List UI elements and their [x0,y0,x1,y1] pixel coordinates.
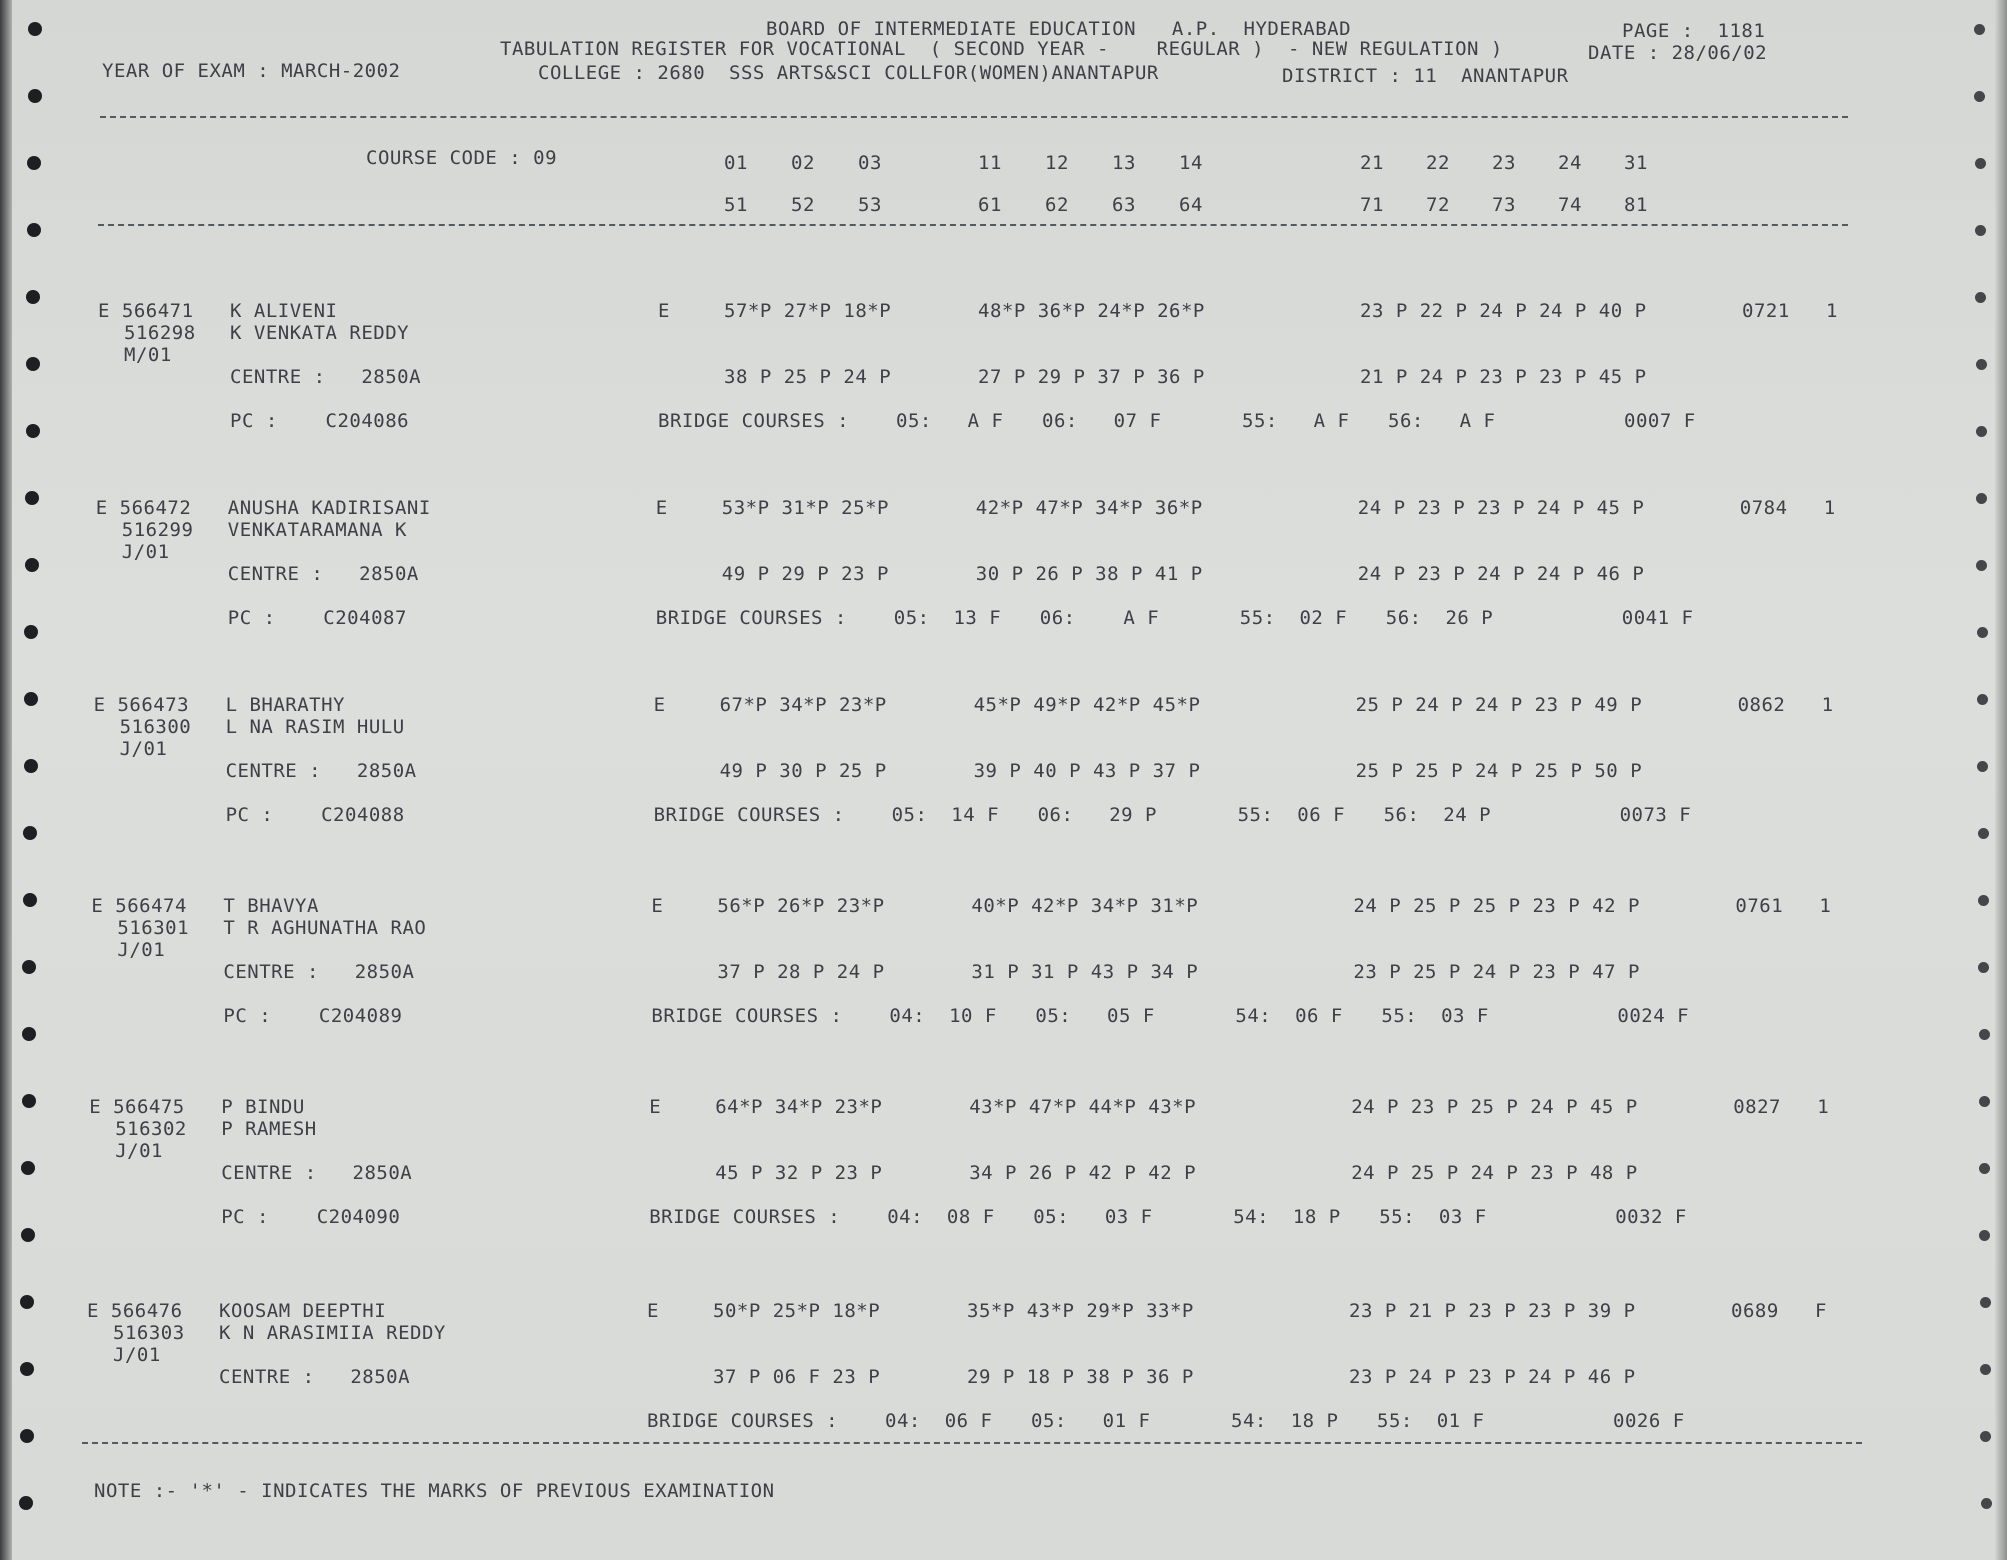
feed-hole [1976,560,1987,571]
bridge-course-4: 55: 03 F [1379,1206,1487,1228]
feed-hole [1976,359,1987,370]
part2-marks-second-year: 30 P 26 P 38 P 41 P [975,563,1203,585]
part3-marks: 24 P 25 P 25 P 23 P 42 P [1353,895,1640,917]
part1-marks: 57*P 27*P 18*P [724,300,892,322]
feed-hole [26,290,40,304]
subject-code: 74 [1558,194,1582,216]
subject-code: 02 [791,152,815,174]
year-of-exam: YEAR OF EXAM : MARCH-2002 [102,60,401,82]
bridge-course-4: 56: 26 P [1385,607,1494,629]
part1-marks-second-year: 49 P 29 P 23 P [721,563,889,585]
grand-total: 0689 [1731,1300,1779,1322]
subject-code: 61 [978,194,1002,216]
subject-code: 73 [1492,194,1516,216]
feed-hole [1978,962,1989,973]
subject-code: 63 [1112,194,1136,216]
footnote: NOTE :- '*' - INDICATES THE MARKS OF PREVIOUS EXAMINATION [94,1480,775,1502]
grand-total: 0721 [1742,300,1790,322]
subject-code: 51 [724,194,748,216]
bridge-total: 0032 F [1615,1206,1687,1228]
bridge-courses-label: BRIDGE COURSES : [649,1206,841,1228]
part1-marks-second-year: 49 P 30 P 25 P [719,760,887,782]
student-name: T BHAVYA [223,895,319,917]
part3-marks-second-year: 23 P 25 P 24 P 23 P 47 P [1353,961,1640,983]
group-code: E [653,694,666,716]
subject-code: 52 [791,194,815,216]
result-code: 1 [1819,895,1832,917]
bridge-course-4: 56: 24 P [1383,804,1492,826]
bridge-course-1: 05: A F [896,410,1004,432]
parent-name: K N ARASIMIIA REDDY [219,1322,446,1344]
subject-code: 72 [1426,194,1450,216]
part3-marks: 24 P 23 P 25 P 24 P 45 P [1351,1096,1638,1118]
part1-marks-second-year: 37 P 06 F 23 P [713,1366,881,1388]
bridge-course-3: 55: A F [1242,410,1350,432]
subject-code: 62 [1045,194,1069,216]
part3-marks-second-year: 24 P 25 P 24 P 23 P 48 P [1351,1162,1638,1184]
subject-code: 64 [1179,194,1203,216]
bridge-courses-label: BRIDGE COURSES : [658,410,850,432]
bridge-course-1: 04: 06 F [885,1410,993,1432]
part1-marks: 53*P 31*P 25*P [721,497,889,519]
grand-total: 0761 [1735,895,1784,917]
parent-name: P RAMESH [221,1118,317,1140]
feed-hole [27,156,41,170]
part2-marks: 42*P 47*P 34*P 36*P [975,497,1203,519]
exam-centre: CENTRE : 2850A [225,760,417,782]
feed-hole [20,1429,34,1443]
register-number: E 566475 [89,1096,185,1118]
feed-hole [1975,292,1986,303]
feed-hole [1980,1297,1991,1308]
roll-number: 516299 [121,519,194,541]
bridge-course-1: 04: 10 F [889,1005,997,1027]
feed-hole [1981,1498,1992,1509]
roll-number: 516298 [124,322,196,344]
roll-number: 516302 [115,1118,187,1140]
pc-number: PC : C204087 [227,607,407,629]
feed-hole [21,1228,35,1242]
parent-name: L NA RASIM HULU [225,716,405,738]
feed-hole [26,357,40,371]
subject-code: 21 [1360,152,1384,174]
part2-marks: 43*P 47*P 44*P 43*P [969,1096,1197,1118]
subject-code: 22 [1426,152,1450,174]
feed-hole [1978,895,1989,906]
bridge-total: 0007 F [1624,410,1696,432]
exam-centre: CENTRE : 2850A [230,366,422,388]
feed-hole [22,1027,36,1041]
exam-centre: CENTRE : 2850A [221,1162,413,1184]
part3-marks-second-year: 25 P 25 P 24 P 25 P 50 P [1355,760,1643,782]
part2-marks-second-year: 29 P 18 P 38 P 36 P [967,1366,1194,1388]
part2-marks: 35*P 43*P 29*P 33*P [967,1300,1194,1322]
part1-marks: 50*P 25*P 18*P [713,1300,881,1322]
feed-hole [1976,493,1987,504]
bridge-course-3: 54: 18 P [1233,1206,1341,1228]
exam-centre: CENTRE : 2850A [223,961,415,983]
register-number: E 566472 [95,497,192,519]
group-code: E [651,895,664,917]
bridge-course-2: 06: 29 P [1037,804,1157,826]
feed-hole [25,491,39,505]
part3-marks: 25 P 24 P 24 P 23 P 49 P [1355,694,1643,716]
bridge-total: 0041 F [1621,607,1694,629]
bridge-courses-label: BRIDGE COURSES : [651,1005,843,1027]
feed-hole [1975,225,1986,236]
part3-marks: 23 P 21 P 23 P 23 P 39 P [1349,1300,1636,1322]
feed-hole [20,1295,34,1309]
pc-number: PC : C204086 [230,410,410,432]
register-number: E 566474 [91,895,187,917]
bridge-total: 0024 F [1617,1005,1690,1027]
feed-hole [1978,828,1989,839]
feed-hole [22,960,36,974]
bridge-course-1: 04: 08 F [887,1206,995,1228]
feed-hole [1976,426,1987,437]
category-code: J/01 [113,1344,161,1366]
subject-code: 03 [858,152,882,174]
subject-code: 24 [1558,152,1582,174]
header-divider [100,116,1848,118]
feed-hole [24,692,38,706]
category-code: J/01 [119,738,168,760]
feed-hole [1979,1163,1990,1174]
parent-name: K VENKATA REDDY [230,322,410,344]
grand-total: 0827 [1733,1096,1781,1118]
category-code: J/01 [117,939,166,961]
grand-total: 0784 [1739,497,1788,519]
bridge-course-3: 54: 06 F [1235,1005,1343,1027]
part2-marks-second-year: 34 P 26 P 42 P 42 P [969,1162,1197,1184]
subject-code: 81 [1624,194,1648,216]
pc-number: PC : C204089 [223,1005,403,1027]
part2-marks-second-year: 31 P 31 P 43 P 34 P [971,961,1199,983]
category-code: J/01 [115,1140,163,1162]
group-code: E [655,497,668,519]
feed-hole [20,1362,34,1376]
student-name: ANUSHA KADIRISANI [227,497,431,519]
part1-marks: 56*P 26*P 23*P [717,895,885,917]
bridge-course-2: 05: 03 F [1033,1206,1153,1228]
exam-centre: CENTRE : 2850A [227,563,419,585]
student-name: K ALIVENI [230,300,338,322]
category-code: M/01 [124,344,172,366]
feed-hole [1977,694,1988,705]
bridge-course-3: 55: 06 F [1237,804,1346,826]
part1-marks: 64*P 34*P 23*P [715,1096,883,1118]
part3-marks-second-year: 24 P 23 P 24 P 24 P 46 P [1357,563,1645,585]
feed-hole [1977,761,1988,772]
result-code: 1 [1821,694,1834,716]
column-divider [98,224,1848,226]
subject-code: 14 [1179,152,1203,174]
bridge-total: 0073 F [1619,804,1692,826]
feed-hole [21,1161,35,1175]
bridge-course-3: 54: 18 P [1231,1410,1339,1432]
feed-hole [1974,24,1985,35]
footer-divider [82,1442,1862,1444]
part2-marks: 48*P 36*P 24*P 26*P [978,300,1205,322]
bridge-courses-label: BRIDGE COURSES : [647,1410,839,1432]
bridge-course-4: 55: 03 F [1381,1005,1489,1027]
feed-hole [24,625,38,639]
pc-number: PC : C204088 [225,804,405,826]
bridge-courses-label: BRIDGE COURSES : [655,607,847,629]
left-paper-edge [0,0,12,1560]
result-code: 1 [1823,497,1836,519]
bridge-course-4: 55: 01 F [1377,1410,1485,1432]
parent-name: VENKATARAMANA K [227,519,407,541]
student-name: KOOSAM DEEPTHI [219,1300,387,1322]
part3-marks: 24 P 23 P 23 P 24 P 45 P [1357,497,1645,519]
register-title: TABULATION REGISTER FOR VOCATIONAL ( SECOND YEAR - REGULAR ) - NEW REGULATION ) [500,38,1503,60]
part1-marks-second-year: 37 P 28 P 24 P [717,961,885,983]
part3-marks: 23 P 22 P 24 P 24 P 40 P [1360,300,1647,322]
feed-hole [26,424,40,438]
subject-code: 12 [1045,152,1069,174]
register-number: E 566473 [93,694,190,716]
bridge-course-3: 55: 02 F [1239,607,1348,629]
group-code: E [647,1300,659,1322]
part3-marks-second-year: 21 P 24 P 23 P 23 P 45 P [1360,366,1647,388]
group-code: E [658,300,670,322]
feed-hole [1980,1431,1991,1442]
part1-marks-second-year: 45 P 32 P 23 P [715,1162,883,1184]
feed-hole [27,223,41,237]
bridge-total: 0026 F [1613,1410,1685,1432]
feed-hole [1979,1029,1990,1040]
feed-hole [23,893,37,907]
feed-hole [23,826,37,840]
feed-hole [19,1496,33,1510]
student-name: P BINDU [221,1096,305,1118]
feed-hole [1980,1364,1991,1375]
feed-hole [1979,1096,1990,1107]
pc-number: PC : C204090 [221,1206,401,1228]
register-number: E 566476 [87,1300,183,1322]
part1-marks-second-year: 38 P 25 P 24 P [724,366,892,388]
part2-marks: 45*P 49*P 42*P 45*P [973,694,1201,716]
roll-number: 516300 [119,716,192,738]
bridge-course-1: 05: 13 F [893,607,1002,629]
bridge-course-2: 06: 07 F [1042,410,1162,432]
subject-code: 31 [1624,152,1648,174]
roll-number: 516301 [117,917,190,939]
bridge-courses-label: BRIDGE COURSES : [653,804,845,826]
bridge-course-1: 05: 14 F [891,804,1000,826]
feed-hole [22,1094,36,1108]
result-code: 1 [1826,300,1838,322]
feed-hole [1977,627,1988,638]
parent-name: T R AGHUNATHA RAO [223,917,427,939]
group-code: E [649,1096,662,1118]
subject-code: 13 [1112,152,1136,174]
page-number: PAGE : 1181 [1622,20,1766,42]
subject-code: 11 [978,152,1002,174]
board-heading: BOARD OF INTERMEDIATE EDUCATION A.P. HYDERABAD [766,18,1352,40]
bridge-course-2: 05: 05 F [1035,1005,1155,1027]
right-paper-edge [1995,0,2007,1560]
district-name: DISTRICT : 11 ANANTAPUR [1282,65,1569,87]
feed-hole [28,22,42,36]
result-code: 1 [1817,1096,1830,1118]
feed-hole [28,89,42,103]
bridge-course-2: 06: A F [1039,607,1160,629]
student-name: L BHARATHY [225,694,345,716]
course-code: COURSE CODE : 09 [366,147,558,169]
part2-marks-second-year: 39 P 40 P 43 P 37 P [973,760,1201,782]
part2-marks: 40*P 42*P 34*P 31*P [971,895,1199,917]
print-date: DATE : 28/06/02 [1588,42,1768,64]
grand-total: 0862 [1737,694,1786,716]
roll-number: 516303 [113,1322,185,1344]
feed-hole [1975,158,1986,169]
college-name: COLLEGE : 2680 SSS ARTS&SCI COLLFOR(WOMEN)ANANTAPUR [538,62,1159,84]
feed-hole [25,558,39,572]
result-code: F [1815,1300,1827,1322]
subject-code: 01 [724,152,748,174]
category-code: J/01 [121,541,170,563]
part1-marks: 67*P 34*P 23*P [719,694,887,716]
bridge-course-2: 05: 01 F [1031,1410,1151,1432]
feed-hole [1979,1230,1990,1241]
part2-marks-second-year: 27 P 29 P 37 P 36 P [978,366,1205,388]
subject-code: 53 [858,194,882,216]
feed-hole [24,759,38,773]
feed-hole [1974,91,1985,102]
part3-marks-second-year: 23 P 24 P 23 P 24 P 46 P [1349,1366,1636,1388]
bridge-course-4: 56: A F [1388,410,1496,432]
subject-code: 71 [1360,194,1384,216]
register-number: E 566471 [98,300,194,322]
subject-code: 23 [1492,152,1516,174]
exam-centre: CENTRE : 2850A [219,1366,411,1388]
